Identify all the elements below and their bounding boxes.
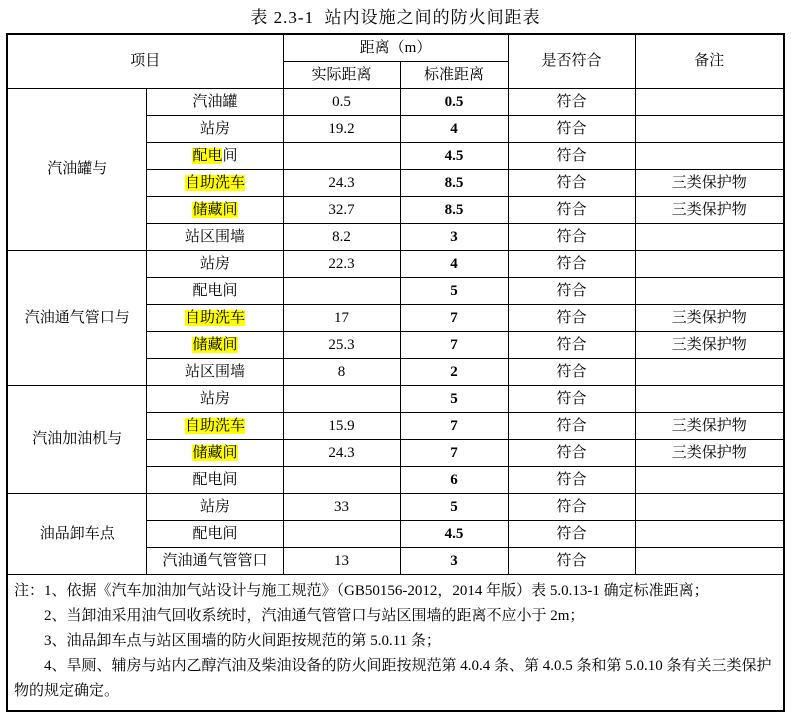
item-text: 站房 bbox=[199, 498, 230, 515]
actual-distance-cell: 17 bbox=[283, 305, 400, 332]
compliance-cell: 符合 bbox=[508, 89, 635, 116]
item-text: 汽油罐 bbox=[192, 93, 238, 110]
actual-distance-cell bbox=[283, 386, 400, 413]
item-cell bbox=[147, 386, 283, 413]
header-item: 项目 bbox=[7, 34, 283, 89]
actual-distance-cell: 33 bbox=[283, 494, 400, 521]
header-remark: 备注 bbox=[635, 34, 784, 89]
actual-distance-cell: 24.3 bbox=[283, 170, 400, 197]
remark-cell bbox=[635, 548, 784, 575]
compliance-cell: 符合 bbox=[508, 197, 635, 224]
standard-distance-cell: 4.5 bbox=[400, 521, 508, 548]
remark-cell: 三类保护物 bbox=[635, 305, 784, 332]
item-cell bbox=[147, 440, 283, 467]
item-text: 站房 bbox=[199, 390, 230, 407]
remark-cell bbox=[635, 386, 784, 413]
compliance-cell: 符合 bbox=[508, 548, 635, 575]
remark-cell bbox=[635, 467, 784, 494]
highlighted-item-text: 储藏间 bbox=[192, 201, 238, 218]
compliance-cell: 符合 bbox=[508, 224, 635, 251]
item-cell bbox=[147, 548, 283, 575]
header-distance: 距离（m） bbox=[283, 34, 508, 62]
standard-distance-cell: 8.5 bbox=[400, 197, 508, 224]
header-actual-distance: 实际距离 bbox=[283, 62, 400, 89]
group-label-cell: 油品卸车点 bbox=[7, 494, 147, 575]
actual-distance-cell: 8.2 bbox=[283, 224, 400, 251]
standard-distance-cell: 7 bbox=[400, 413, 508, 440]
actual-distance-cell: 32.7 bbox=[283, 197, 400, 224]
remark-cell: 三类保护物 bbox=[635, 197, 784, 224]
table-row bbox=[7, 494, 784, 521]
standard-distance-cell: 4 bbox=[400, 116, 508, 143]
standard-distance-cell: 5 bbox=[400, 278, 508, 305]
item-text: 配电间 bbox=[192, 282, 238, 299]
item-text: 站区围墙 bbox=[184, 363, 245, 380]
remark-cell bbox=[635, 143, 784, 170]
item-cell bbox=[147, 467, 283, 494]
item-cell bbox=[147, 251, 283, 278]
compliance-cell: 符合 bbox=[508, 494, 635, 521]
remark-cell: 三类保护物 bbox=[635, 170, 784, 197]
highlighted-item-text: 储藏间 bbox=[192, 444, 238, 461]
compliance-cell: 符合 bbox=[508, 440, 635, 467]
compliance-cell: 符合 bbox=[508, 143, 635, 170]
item-cell bbox=[147, 278, 283, 305]
highlighted-item-text: 自助洗车 bbox=[184, 417, 245, 434]
item-text: 站区围墙 bbox=[184, 228, 245, 245]
remark-cell bbox=[635, 521, 784, 548]
header-standard-distance: 标准距离 bbox=[400, 62, 508, 89]
standard-distance-cell: 0.5 bbox=[400, 89, 508, 116]
header-row-1 bbox=[7, 34, 784, 62]
item-text: 间 bbox=[222, 147, 238, 164]
compliance-cell: 符合 bbox=[508, 332, 635, 359]
remark-cell bbox=[635, 89, 784, 116]
item-cell bbox=[147, 521, 283, 548]
item-cell bbox=[147, 332, 283, 359]
compliance-cell: 符合 bbox=[508, 386, 635, 413]
standard-distance-cell: 8.5 bbox=[400, 170, 508, 197]
standard-distance-cell: 5 bbox=[400, 386, 508, 413]
compliance-cell: 符合 bbox=[508, 278, 635, 305]
compliance-cell: 符合 bbox=[508, 116, 635, 143]
standard-distance-cell: 7 bbox=[400, 440, 508, 467]
remark-cell bbox=[635, 251, 784, 278]
remark-cell: 三类保护物 bbox=[635, 413, 784, 440]
actual-distance-cell: 0.5 bbox=[283, 89, 400, 116]
item-text: 汽油通气管管口 bbox=[162, 552, 268, 569]
remark-cell bbox=[635, 224, 784, 251]
item-text: 配电间 bbox=[192, 471, 238, 488]
item-cell bbox=[147, 305, 283, 332]
remark-cell: 三类保护物 bbox=[635, 332, 784, 359]
item-cell bbox=[147, 143, 283, 170]
item-text: 配电间 bbox=[192, 525, 238, 542]
compliance-cell: 符合 bbox=[508, 305, 635, 332]
compliance-cell: 符合 bbox=[508, 251, 635, 278]
standard-distance-cell: 3 bbox=[400, 224, 508, 251]
actual-distance-cell bbox=[283, 467, 400, 494]
compliance-cell: 符合 bbox=[508, 467, 635, 494]
actual-distance-cell: 25.3 bbox=[283, 332, 400, 359]
compliance-cell: 符合 bbox=[508, 359, 635, 386]
remark-cell: 三类保护物 bbox=[635, 440, 784, 467]
actual-distance-cell bbox=[283, 143, 400, 170]
item-cell bbox=[147, 224, 283, 251]
standard-distance-cell: 2 bbox=[400, 359, 508, 386]
standard-distance-cell: 4.5 bbox=[400, 143, 508, 170]
actual-distance-cell: 19.2 bbox=[283, 116, 400, 143]
standard-distance-cell: 7 bbox=[400, 332, 508, 359]
table-title: 表 2.3-1 站内设施之间的防火间距表 bbox=[250, 8, 541, 27]
item-cell bbox=[147, 359, 283, 386]
standard-distance-cell: 6 bbox=[400, 467, 508, 494]
highlighted-item-text: 配电 bbox=[192, 147, 223, 164]
compliance-cell: 符合 bbox=[508, 521, 635, 548]
item-cell bbox=[147, 413, 283, 440]
note-line: 4、旱厕、辅房与站内乙醇汽油及柴油设备的防火间距按规范第 4.0.4 条、第 4.0.5 条和第 5.0.10 条有关三类保护物的规定确定。 bbox=[13, 658, 772, 699]
item-cell bbox=[147, 116, 283, 143]
standard-distance-cell: 4 bbox=[400, 251, 508, 278]
compliance-cell: 符合 bbox=[508, 413, 635, 440]
item-cell bbox=[147, 89, 283, 116]
item-cell bbox=[147, 170, 283, 197]
actual-distance-cell bbox=[283, 278, 400, 305]
remark-cell bbox=[635, 494, 784, 521]
table-row bbox=[7, 251, 784, 278]
table-row bbox=[7, 386, 784, 413]
remark-cell bbox=[635, 359, 784, 386]
highlighted-item-text: 储藏间 bbox=[192, 336, 238, 353]
note-line: 2、当卸油采用油气回收系统时，汽油通气管管口与站区围墙的距离不应小于 2m； bbox=[43, 608, 585, 624]
actual-distance-cell: 13 bbox=[283, 548, 400, 575]
actual-distance-cell: 15.9 bbox=[283, 413, 400, 440]
group-label-cell: 汽油罐与 bbox=[7, 89, 147, 251]
standard-distance-cell: 5 bbox=[400, 494, 508, 521]
group-label-cell: 汽油加油机与 bbox=[7, 386, 147, 494]
header-compliant: 是否符合 bbox=[508, 34, 635, 89]
table-row bbox=[7, 89, 784, 116]
actual-distance-cell: 8 bbox=[283, 359, 400, 386]
group-label-cell: 汽油通气管口与 bbox=[7, 251, 147, 386]
note-line: 3、油品卸车点与站区围墙的防火间距按规范的第 5.0.11 条； bbox=[43, 633, 441, 649]
highlighted-item-text: 自助洗车 bbox=[184, 309, 245, 326]
standard-distance-cell: 7 bbox=[400, 305, 508, 332]
item-text: 站房 bbox=[199, 120, 230, 137]
table-body bbox=[7, 89, 784, 712]
actual-distance-cell: 22.3 bbox=[283, 251, 400, 278]
item-cell bbox=[147, 197, 283, 224]
highlighted-item-text: 自助洗车 bbox=[184, 174, 245, 191]
fire-distance-table bbox=[6, 33, 785, 712]
remark-cell bbox=[635, 116, 784, 143]
remark-cell bbox=[635, 278, 784, 305]
actual-distance-cell bbox=[283, 521, 400, 548]
standard-distance-cell: 3 bbox=[400, 548, 508, 575]
compliance-cell: 符合 bbox=[508, 170, 635, 197]
table-header bbox=[7, 34, 784, 89]
actual-distance-cell: 24.3 bbox=[283, 440, 400, 467]
item-text: 站房 bbox=[199, 255, 230, 272]
item-cell bbox=[147, 494, 283, 521]
note-line: 注：1、依据《汽车加油加气站设计与施工规范》（GB50156-2012，2014 年版）表 5.0.13-1 确定标准距离； bbox=[13, 583, 709, 599]
